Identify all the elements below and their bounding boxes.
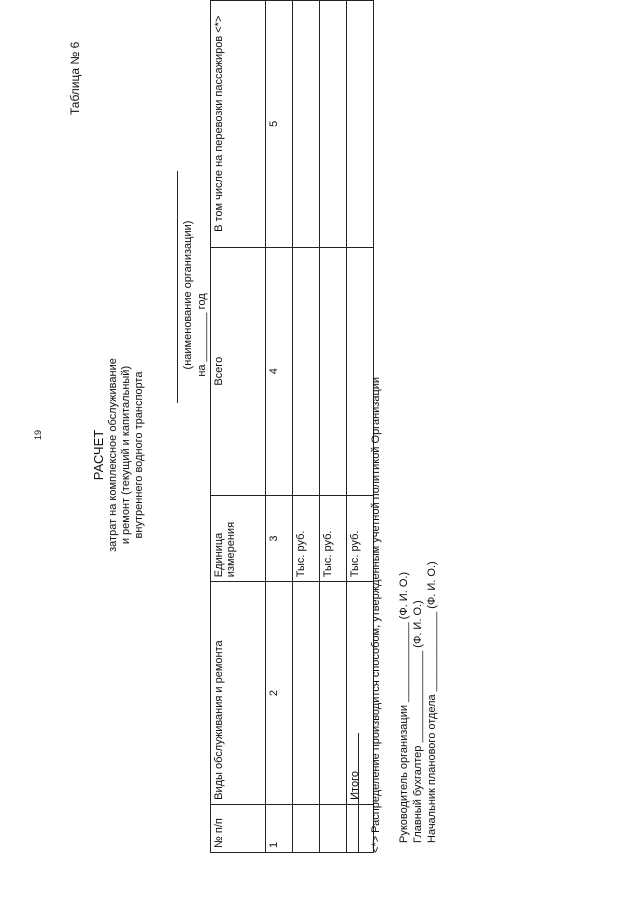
signature-accountant: Главный бухгалтер _______________ (Ф. И. О.) (412, 600, 424, 843)
header-cell: Виды обслуживания и ремонта (211, 582, 266, 805)
table-cell (320, 1, 347, 248)
signature-director: Руководитель организации _____________ (Ф. И. О.) (398, 571, 410, 843)
organization-name-line (177, 171, 178, 403)
signature-planning-head: Начальник планового отдела _____________ (Ф. И. О.) (426, 561, 438, 843)
footnote: <*> Распределение производится способом, утвержденным учетной политикой Организации (370, 376, 382, 853)
cost-table (210, 0, 374, 853)
column-number: 2 (266, 582, 293, 805)
subtitle-line: и ремонт (текущий и капитальный) (120, 365, 132, 545)
table-label: Таблица № 6 (68, 41, 82, 115)
table-cell (293, 804, 320, 852)
table-header-row (211, 1, 266, 853)
table-cell: Итого (347, 582, 374, 805)
subtitle-line: затрат на комплексное обслуживание (107, 358, 119, 552)
column-number: 1 (266, 804, 293, 852)
column-number: 3 (266, 495, 293, 581)
header-cell: Единица измерения (211, 495, 266, 581)
subtitle-line: внутреннего водного транспорта (133, 371, 145, 539)
document-title: РАСЧЕТ (91, 429, 106, 481)
header-cell: Всего (211, 247, 266, 495)
table-cell (320, 582, 347, 805)
column-number: 5 (266, 1, 293, 248)
table-cell (293, 582, 320, 805)
table-cell (320, 804, 347, 852)
table-row (320, 1, 347, 853)
column-number: 4 (266, 247, 293, 495)
document-subtitle (107, 305, 146, 605)
column-number-row (266, 1, 293, 853)
table-cell (293, 247, 320, 495)
table-cell (347, 1, 374, 248)
header-cell: № п/п (211, 804, 266, 852)
year-line: на ________ год (196, 293, 208, 377)
table-cell: Тыс. руб. (347, 495, 374, 581)
footnote-separator (358, 733, 359, 853)
table-cell (293, 1, 320, 248)
table-cell: Тыс. руб. (293, 495, 320, 581)
organization-caption: (наименование организации) (182, 220, 194, 370)
table-row (293, 1, 320, 853)
table-cell: Тыс. руб. (320, 495, 347, 581)
table-cell (320, 247, 347, 495)
page-number: 19 (33, 429, 43, 440)
header-cell: В том числе на перевозки пассажиров <*> (211, 1, 266, 248)
